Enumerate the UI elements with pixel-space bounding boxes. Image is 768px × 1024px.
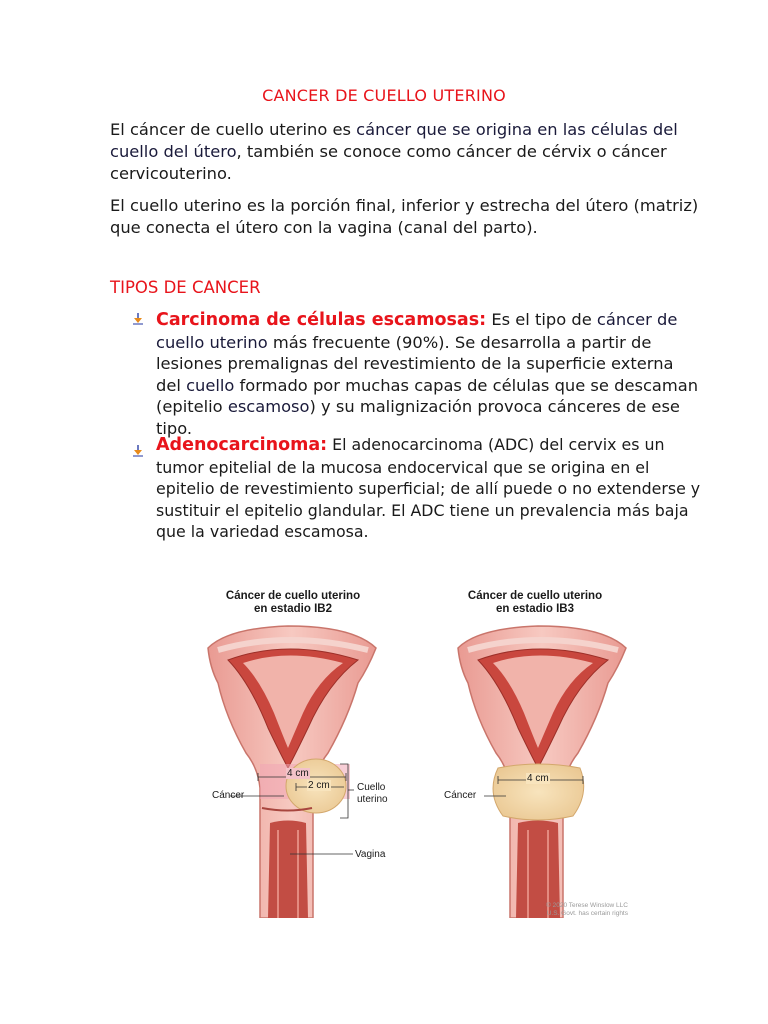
squamous-text-3: formado por muchas capas de células que se descaman (epitelio [156,375,699,416]
left-figure-title: Cáncer de cuello uterino en estadio IB2 [225,590,361,615]
section-title: TIPOS DE CANCER [110,278,261,297]
intro-paragraph-2: El cuello uterino es la porción final, inferior y estrecha del útero (matriz) que conecta el útero con la vagina (canal del parto). [110,196,699,237]
intro-link[interactable]: cáncer que se origina en las células del cuello del útero [110,120,678,161]
cervical-cancer-figure [188,568,650,918]
squamous-link-1[interactable]: cáncer de cuello uterino [156,310,678,352]
right-figure-title: Cáncer de cuello uterino en estadio IB3 [467,590,603,615]
adenocarcinoma-body: El adenocarcinoma (ADC) del cervix es un tumor epitelial de la mucosa endocervical que se origina en el epitelio de revestimiento superficial; de allí puede o no extenderse y sustituir el epitelio glandular. El ADC tiene un prevalencia más baja que la variedad escamosa. [156,435,701,541]
left-4cm-label: 4 cm [287,768,309,779]
adenocarcinoma-heading: Adenocarcinoma: [156,435,328,455]
vagina-label: Vagina [355,849,386,860]
cervix-label: Cuello uterino [357,782,388,805]
document-title: CANCER DE CUELLO UTERINO [262,86,506,105]
left-cancer-label: Cáncer [212,790,245,801]
intro-paragraph-1 [110,119,700,185]
right-cancer-label: Cáncer [444,790,477,801]
uterus-illustration [188,568,650,918]
intro-text-a: El cáncer de cuello uterino es [110,120,357,139]
squamous-text-4: ) y su malignización provoca cánceres de ese tipo. [156,397,680,438]
bullet-arrow-icon [130,311,146,327]
squamous-link-3[interactable]: escamoso [227,397,310,416]
intro-text-b: , también se conoce como cáncer de cérvix o cáncer cervicouterino. [110,142,667,183]
list-item-adenocarcinoma [156,434,701,543]
copyright-text: © 2020 Terese Winslow LLC U.S. Govt. has certain rights [546,902,628,917]
squamous-heading: Carcinoma de células escamosas: [156,310,487,330]
squamous-text-2: más frecuente (90%). Se desarrolla a partir de lesiones premalignas del revestimiento de la superficie externa del [156,332,674,395]
squamous-text-1: Es el tipo de [486,310,597,329]
bullet-arrow-icon [130,443,146,459]
list-item-squamous [156,309,701,439]
right-4cm-label: 4 cm [527,773,549,784]
squamous-link-2[interactable]: cuello [186,375,235,395]
right-uterus [458,626,626,918]
left-2cm-label: 2 cm [308,780,330,791]
